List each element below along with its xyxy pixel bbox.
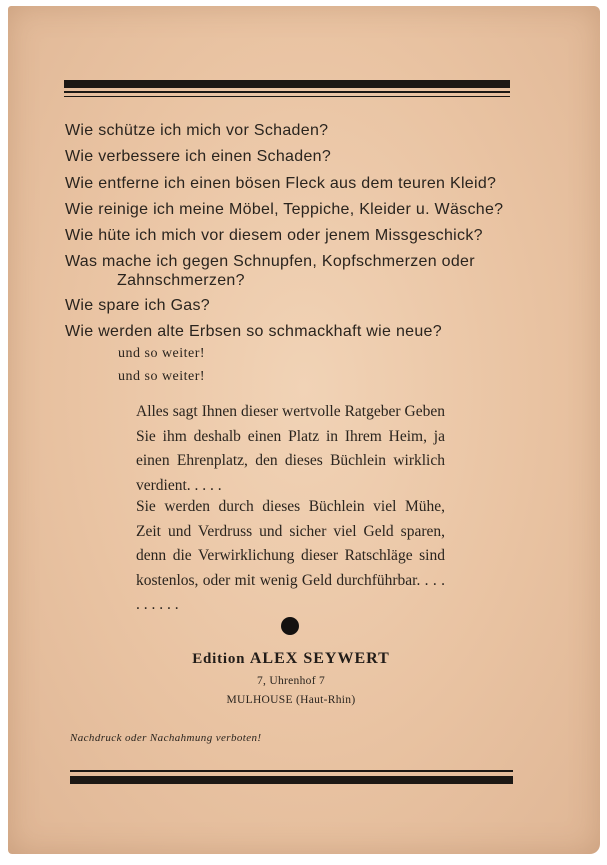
question-line: Wie hüte ich mich vor diesem oder jenem Missgeschick? (65, 227, 483, 244)
publisher-name: ALEX SEYWERT (249, 650, 390, 667)
bottom-rule (70, 770, 513, 784)
und-so-weiter: und so weiter! (118, 369, 206, 384)
publisher-city: MULHOUSE (Haut-Rhin) (226, 694, 356, 706)
body-paragraph: Sie werden durch dieses Büchlein viel Mühe, Zeit und Verdruss und sicher viel Geld sparen, denn die Verwirklichung dieser Ratschläge sind kostenlos, oder mit wenig Geld durchführbar. . . . . . . . . . (136, 498, 445, 613)
publisher-street: 7, Uhrenhof 7 (256, 675, 326, 687)
ornament-dot (281, 617, 299, 635)
und-so-weiter: und so weiter! (118, 346, 206, 361)
copyright-notice: Nachdruck oder Nachahmung verboten! (70, 732, 262, 744)
question-line: Zahnschmerzen? (117, 272, 245, 289)
question-line: Wie spare ich Gas? (65, 297, 211, 314)
question-line: Was mache ich gegen Schnupfen, Kopfschmerzen oder (65, 253, 475, 270)
question-line: Wie entferne ich einen bösen Fleck aus dem teuren Kleid? (65, 175, 497, 192)
question-line: Wie werden alte Erbsen so schmackhaft wie neue? (65, 323, 442, 340)
body-paragraph: Alles sagt Ihnen dieser wertvolle Ratgeber Geben Sie ihm deshalb einen Platz in Ihrem Heim, ja einen Ehrenplatz, den dieses Büchlein wirklich verdient. . . . . (136, 403, 445, 494)
question-line: Wie schütze ich mich vor Schaden? (65, 122, 329, 139)
question-line: Wie verbessere ich einen Schaden? (65, 148, 332, 165)
question-line: Wie reinige ich meine Möbel, Teppiche, Kleider u. Wäsche? (65, 201, 504, 218)
top-rule (64, 80, 510, 97)
edition-label: Edition (192, 651, 246, 667)
publisher-line (0, 650, 582, 668)
